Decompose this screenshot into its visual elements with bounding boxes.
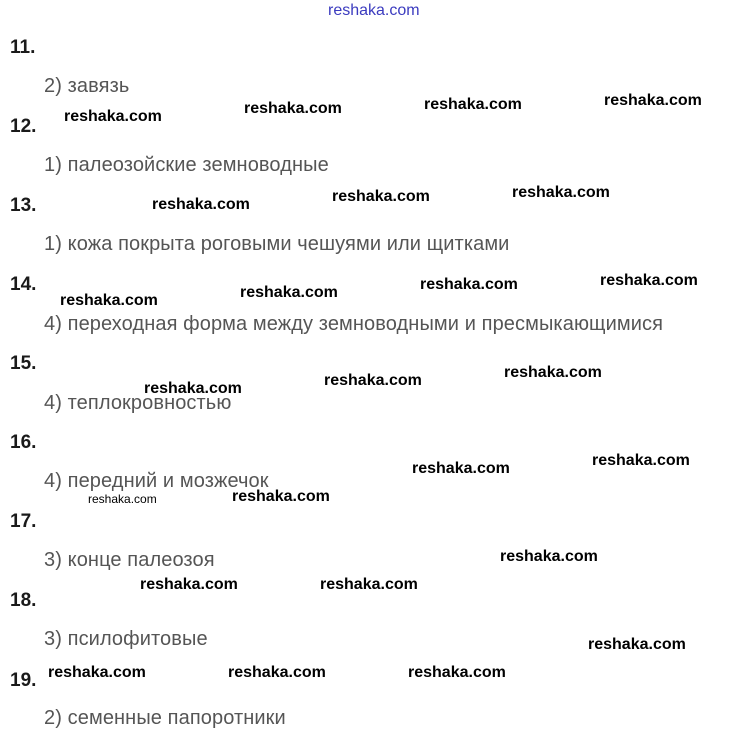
answer-text: 3) псилофитовые xyxy=(44,628,208,650)
watermark: reshaka.com xyxy=(232,488,330,505)
answer-text: 4) переходная форма между земноводными и пресмыкающимися xyxy=(44,313,664,335)
watermark: reshaka.com xyxy=(320,576,418,593)
watermark: reshaka.com xyxy=(152,196,250,213)
question-number: 14. xyxy=(10,274,37,295)
watermark: reshaka.com xyxy=(48,664,146,681)
answer-text: 2) завязь xyxy=(44,75,130,97)
answer-text: 4) теплокровностью xyxy=(44,392,232,414)
answer-text: 4) передний и мозжечок xyxy=(44,470,269,492)
question-number: 15. xyxy=(10,353,37,374)
watermark: reshaka.com xyxy=(420,276,518,293)
watermark: reshaka.com xyxy=(588,636,686,653)
question-number: 19. xyxy=(10,670,37,691)
watermark: reshaka.com xyxy=(244,100,342,117)
watermark: reshaka.com xyxy=(228,664,326,681)
watermark: reshaka.com xyxy=(604,92,702,109)
watermark: reshaka.com xyxy=(592,452,690,469)
watermark-small: reshaka.com xyxy=(88,492,157,506)
watermark: reshaka.com xyxy=(60,292,158,309)
watermark: reshaka.com xyxy=(500,548,598,565)
question-number: 11. xyxy=(10,37,36,58)
watermark: reshaka.com xyxy=(412,460,510,477)
question-number: 12. xyxy=(10,116,37,137)
watermark: reshaka.com xyxy=(64,108,162,125)
watermark: reshaka.com xyxy=(512,184,610,201)
watermark: reshaka.com xyxy=(324,372,422,389)
question-number: 18. xyxy=(10,590,37,611)
watermark: reshaka.com xyxy=(600,272,698,289)
watermark: reshaka.com xyxy=(240,284,338,301)
answer-text: 1) кожа покрыта роговыми чешуями или щитками xyxy=(44,233,510,255)
watermark: reshaka.com xyxy=(408,664,506,681)
answer-text: 3) конце палеозоя xyxy=(44,549,215,571)
watermark: reshaka.com xyxy=(144,380,242,397)
watermark: reshaka.com xyxy=(424,96,522,113)
watermark: reshaka.com xyxy=(332,188,430,205)
question-number: 13. xyxy=(10,195,37,216)
answer-text: 2) семенные папоротники xyxy=(44,707,286,729)
answer-text: 1) палеозойские земноводные xyxy=(44,154,329,176)
watermark: reshaka.com xyxy=(504,364,602,381)
question-number: 16. xyxy=(10,432,37,453)
header-watermark: reshaka.com xyxy=(328,2,420,19)
question-number: 17. xyxy=(10,511,37,532)
watermark: reshaka.com xyxy=(140,576,238,593)
